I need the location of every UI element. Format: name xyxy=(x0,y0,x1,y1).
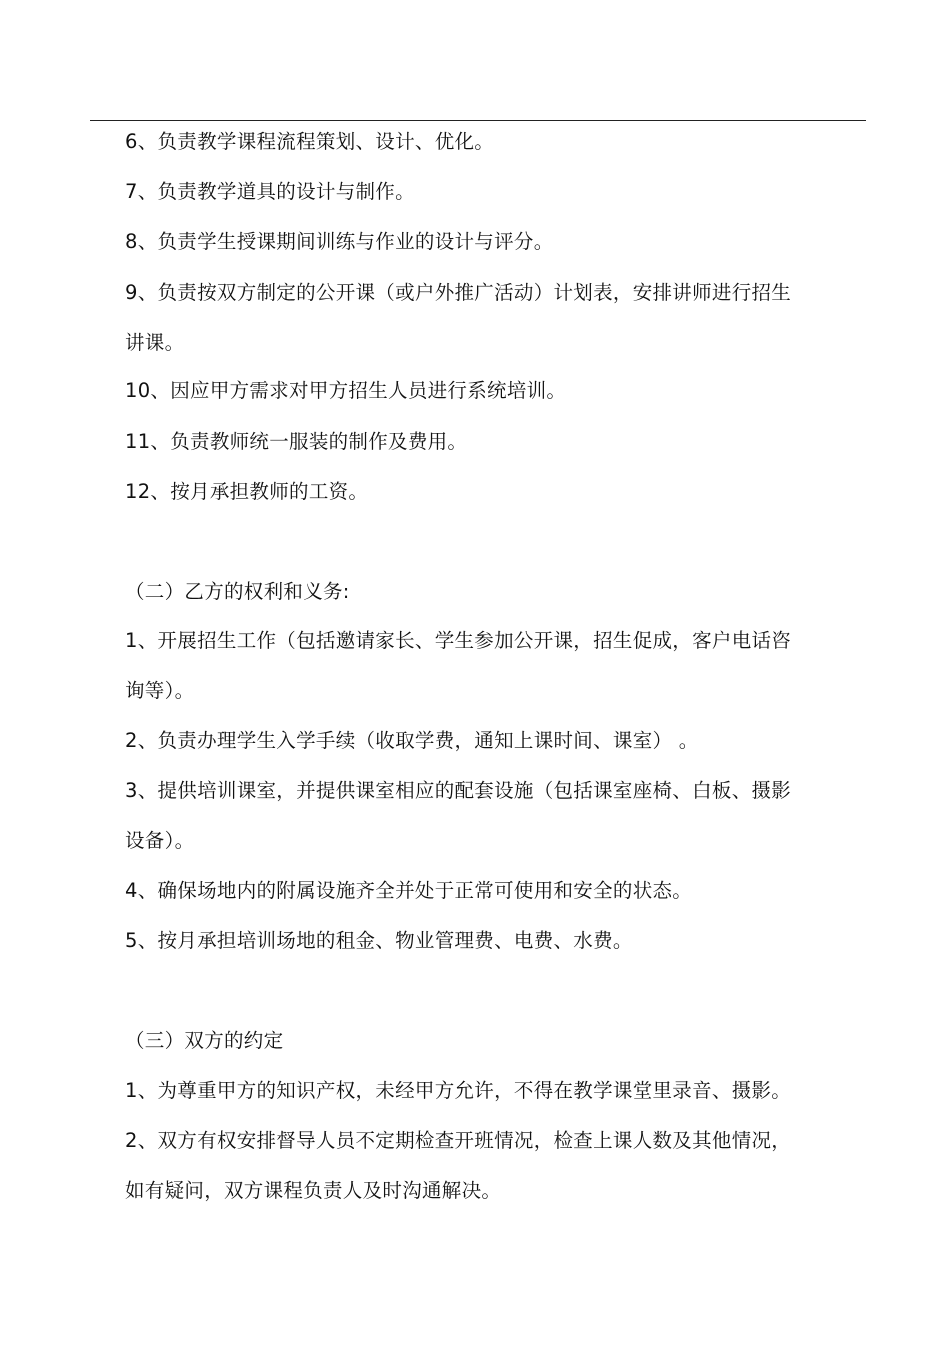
clause-line: 11、负责教师统一服装的制作及费用。 xyxy=(125,430,468,453)
clause-line: 4、确保场地内的附属设施齐全并处于正常可使用和安全的状态。 xyxy=(125,879,693,902)
clause-line: 9、负责按双方制定的公开课（或户外推广活动）计划表，安排讲师进行招生 xyxy=(125,281,792,304)
clause-line: 12、按月承担教师的工资。 xyxy=(125,480,369,503)
header-rule xyxy=(90,120,866,121)
clause-line-continued: 设备）。 xyxy=(125,829,195,852)
clause-line: 10、因应甲方需求对甲方招生人员进行系统培训。 xyxy=(125,379,567,402)
clause-line: 1、开展招生工作（包括邀请家长、学生参加公开课，招生促成，客户电话咨 xyxy=(125,629,792,652)
clause-line-continued: 如有疑问，双方课程负责人及时沟通解决。 xyxy=(125,1179,502,1202)
clause-line: 2、负责办理学生入学手续（收取学费，通知上课时间、课室） 。 xyxy=(125,729,699,752)
clause-line: 5、按月承担培训场地的租金、物业管理费、电费、水费。 xyxy=(125,929,633,952)
clause-line: 7、负责教学道具的设计与制作。 xyxy=(125,180,415,203)
section-heading: （二）乙方的权利和义务: xyxy=(125,580,350,603)
clause-line-continued: 讲课。 xyxy=(125,331,185,354)
clause-line: 3、提供培训课室，并提供课室相应的配套设施（包括课室座椅、白板、摄影 xyxy=(125,779,792,802)
clause-line-continued: 询等）。 xyxy=(125,679,195,702)
clause-line: 2、双方有权安排督导人员不定期检查开班情况，检查上课人数及其他情况， xyxy=(125,1129,792,1152)
clause-line: 6、负责教学课程流程策划、设计、优化。 xyxy=(125,130,495,153)
clause-line: 1、为尊重甲方的知识产权，未经甲方允许，不得在教学课堂里录音、摄影。 xyxy=(125,1079,792,1102)
section-heading: （三）双方的约定 xyxy=(125,1029,284,1052)
clause-line: 8、负责学生授课期间训练与作业的设计与评分。 xyxy=(125,230,554,253)
